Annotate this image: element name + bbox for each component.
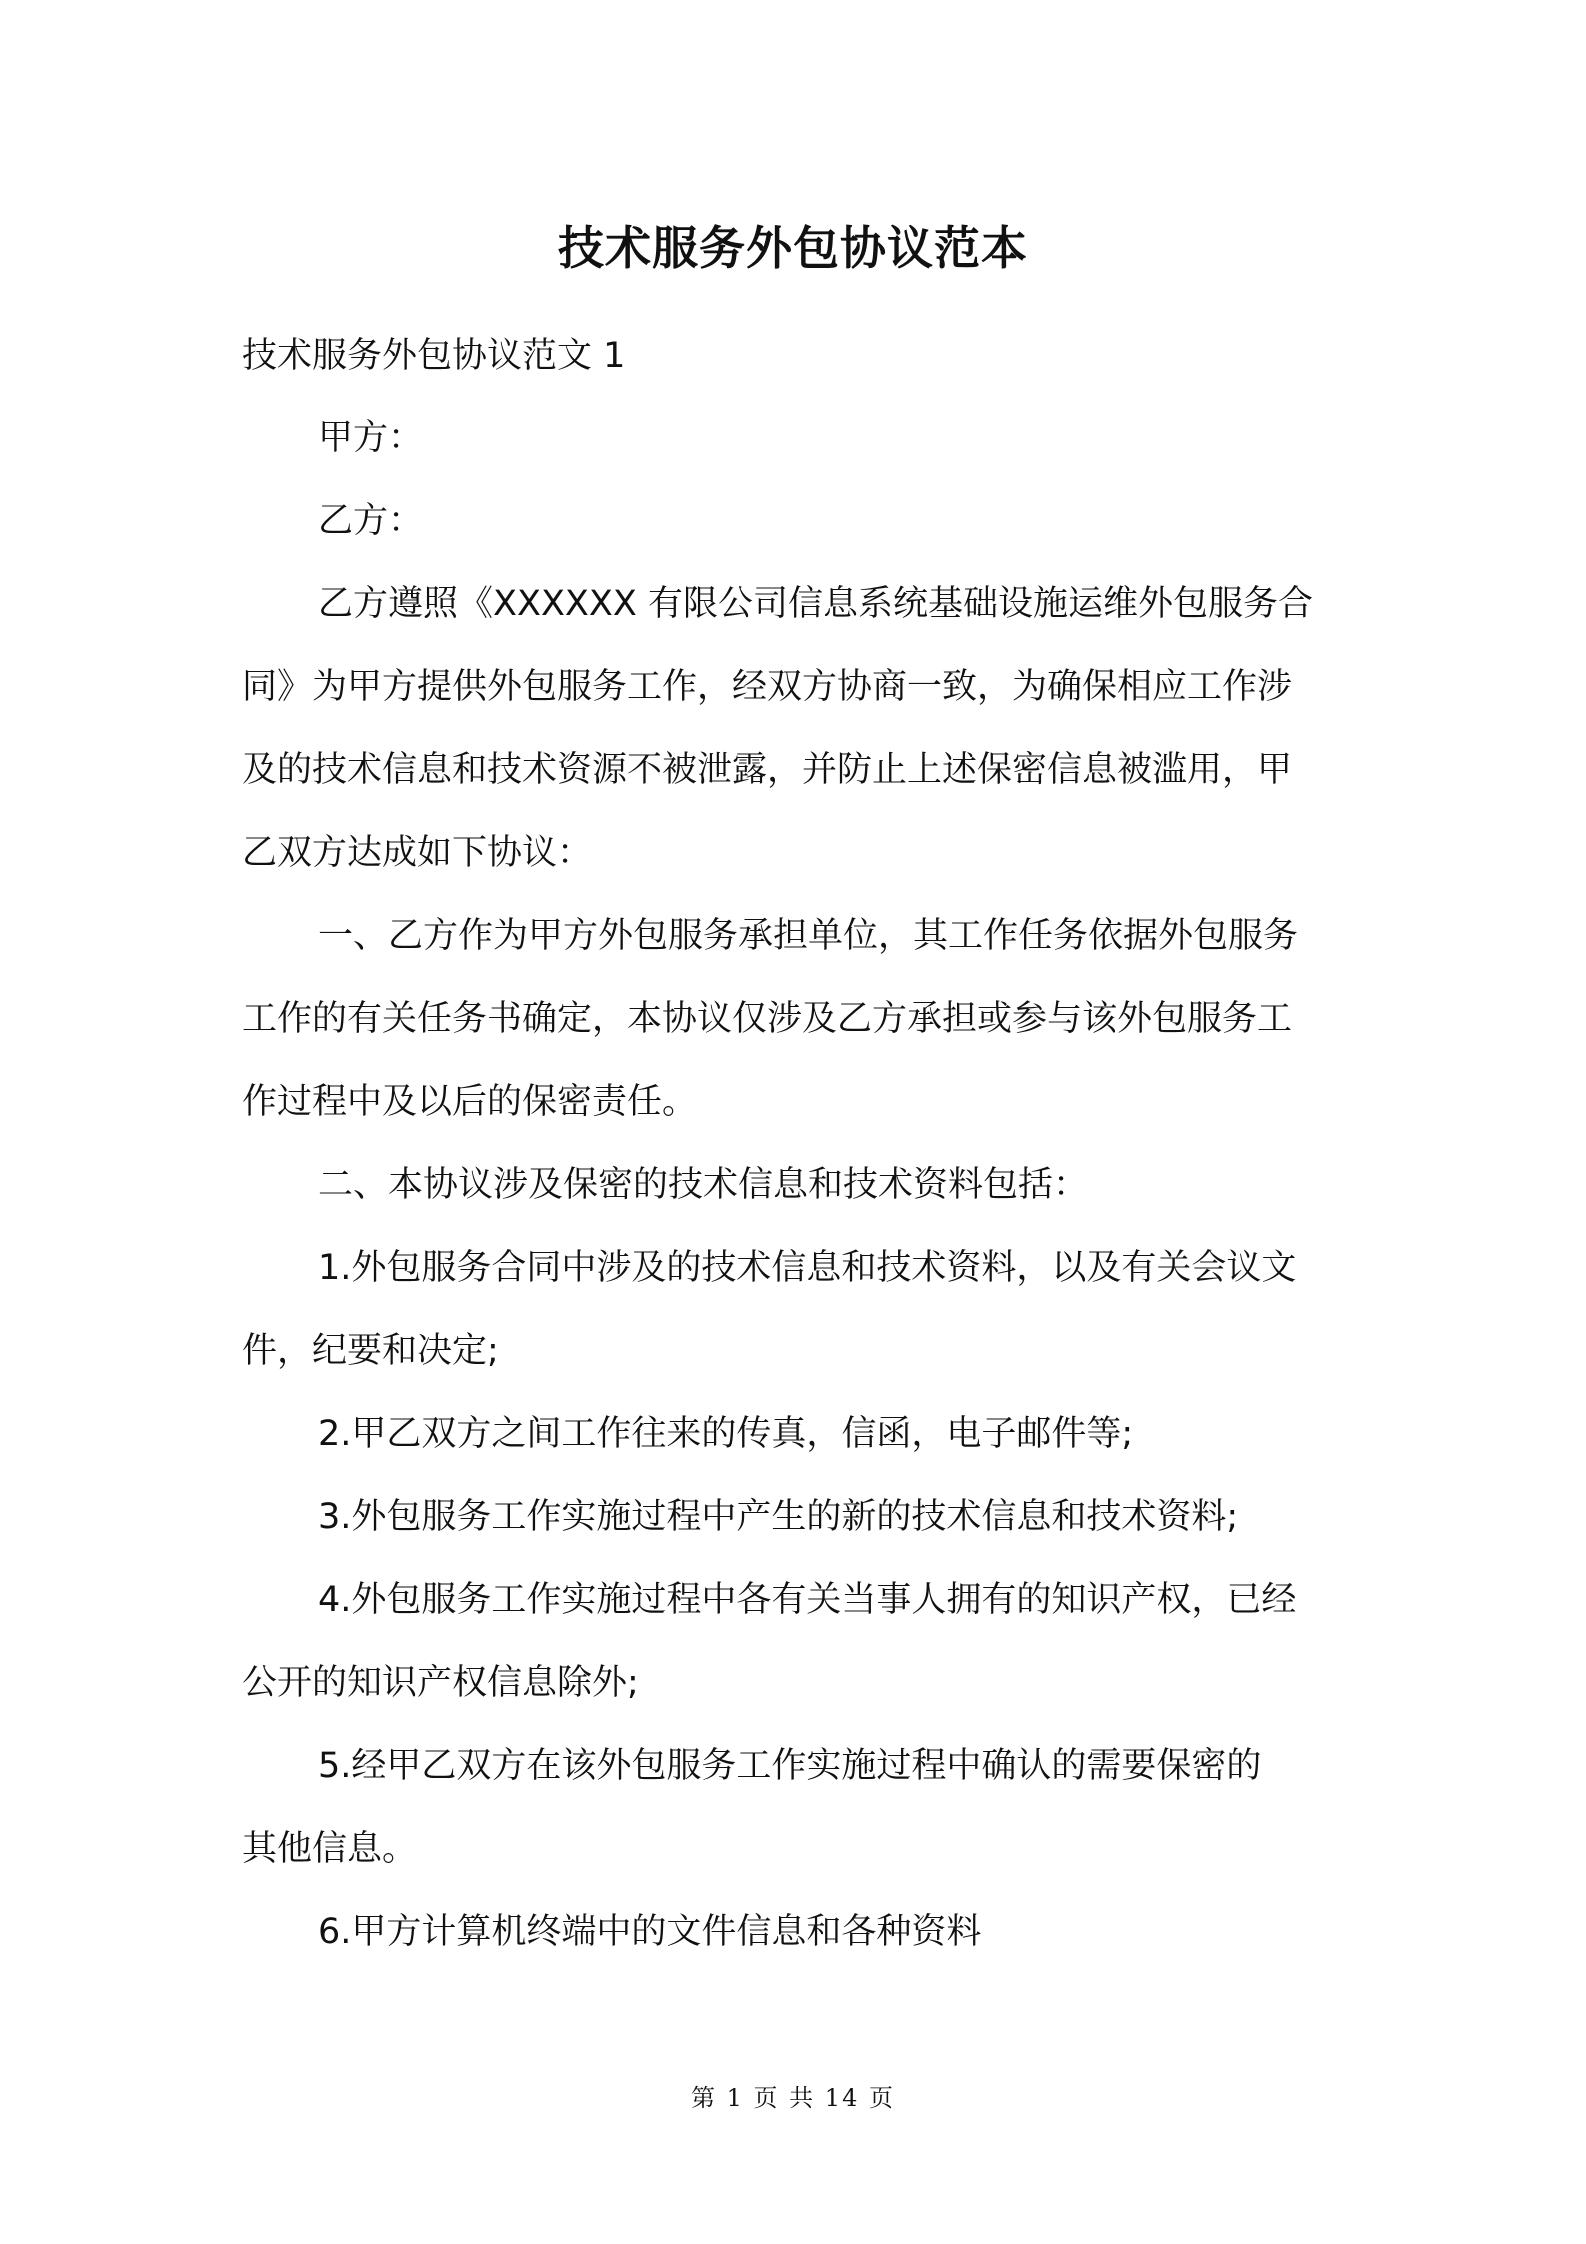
paragraph-line: 二、本协议涉及保密的技术信息和技术资料包括：	[318, 1165, 1089, 1205]
paragraph-line: 作过程中及以后的保密责任。	[242, 1082, 698, 1122]
party-b-line: 乙方：	[318, 501, 424, 541]
list-item-line: 3.外包服务工作实施过程中产生的新的技术信息和技术资料;	[318, 1497, 1239, 1537]
list-item-line: 4.外包服务工作实施过程中各有关当事人拥有的知识产权，已经	[318, 1580, 1297, 1620]
paragraph-line: 工作的有关任务书确定，本协议仅涉及乙方承担或参与该外包服务工	[242, 999, 1293, 1039]
document-title: 技术服务外包协议范本	[558, 221, 1028, 275]
list-item-line: 6.甲方计算机终端中的文件信息和各种资料	[318, 1912, 982, 1952]
page-number-footer: 第 1 页 共 14 页	[691, 2084, 895, 2112]
paragraph-line: 及的技术信息和技术资源不被泄露，并防止上述保密信息被滥用，甲	[242, 750, 1293, 790]
paragraph-line: 乙双方达成如下协议：	[242, 833, 593, 873]
list-item-line: 2.甲乙双方之间工作往来的传真，信函，电子邮件等;	[318, 1414, 1134, 1454]
paragraph-line: 乙方遵照《XXXXXX 有限公司信息系统基础设施运维外包服务合	[318, 584, 1313, 624]
party-a-line: 甲方：	[318, 418, 424, 458]
list-item-line: 5.经甲乙双方在该外包服务工作实施过程中确认的需要保密的	[318, 1746, 1262, 1786]
list-item-line: 件，纪要和决定;	[242, 1331, 499, 1371]
list-item-line: 公开的知识产权信息除外;	[242, 1663, 639, 1703]
paragraph-line: 一、乙方作为甲方外包服务承担单位，其工作任务依据外包服务	[318, 916, 1299, 956]
paragraph-line: 同》为甲方提供外包服务工作，经双方协商一致，为确保相应工作涉	[242, 667, 1293, 707]
list-item-line: 其他信息。	[242, 1829, 418, 1869]
document-subtitle: 技术服务外包协议范文 1	[242, 336, 626, 376]
list-item-line: 1.外包服务合同中涉及的技术信息和技术资料，以及有关会议文	[318, 1248, 1297, 1288]
